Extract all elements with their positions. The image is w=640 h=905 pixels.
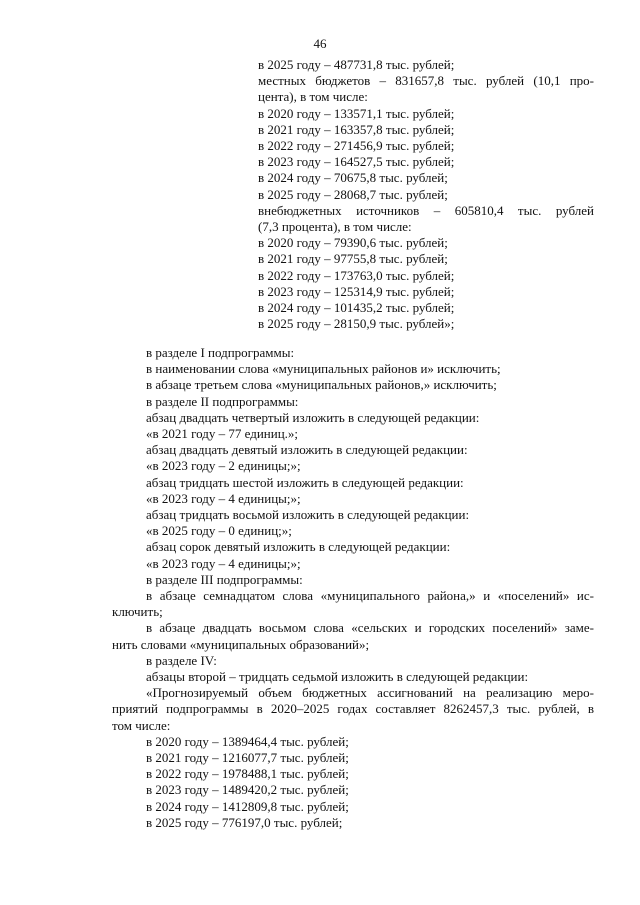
text-line: нить словами «муниципальных образований»; (112, 636, 370, 652)
text-line: в наименовании слова «муниципальных районов и» исключить; (146, 361, 501, 377)
text-line: в 2022 году – 271456,9 тыс. рублей; (258, 138, 455, 154)
text-line: местных бюджетов – 831657,8 тыс. рублей (10,1 про- (258, 73, 594, 89)
text-line: в разделе II подпрограммы: (146, 393, 299, 409)
text-line: в 2023 году – 1489420,2 тыс. рублей; (146, 782, 349, 798)
text-line: в разделе I подпрограммы: (146, 345, 295, 360)
text-line: в 2024 году – 70675,8 тыс. рублей; (258, 170, 448, 186)
text-line: в абзаце третьем слова «муниципальных районов,» исключить; (146, 377, 497, 393)
text-line: приятий подпрограммы в 2020–2025 годах составляет 8262457,3 тыс. рублей, в (112, 701, 594, 717)
text-line: абзац тридцать шестой изложить в следующей редакции: (146, 474, 464, 490)
text-line: ключить; (112, 604, 163, 620)
text-line: «в 2023 году – 4 единицы;»; (146, 490, 301, 506)
text-line: абзацы второй – тридцать седьмой изложить в следующей редакции: (146, 669, 529, 685)
text-line: абзац двадцать девятый изложить в следующей редакции: (146, 442, 468, 458)
text-line: в абзаце двадцать восьмом слова «сельских и городских поселений» заме- (146, 620, 594, 636)
text-line: «в 2025 году – 0 единиц;»; (146, 523, 292, 539)
text-line: в 2022 году – 173763,0 тыс. рублей; (258, 267, 455, 283)
text-line: в 2025 году – 776197,0 тыс. рублей; (146, 814, 343, 830)
text-line: цента), в том числе: (258, 89, 368, 105)
text-line: в 2023 году – 125314,9 тыс. рублей; (258, 283, 455, 299)
text-line: в разделе III подпрограммы: (146, 571, 303, 587)
text-line: «в 2023 году – 4 единицы;»; (146, 555, 301, 571)
funding-continuation-block (258, 57, 594, 332)
text-line: том числе: (112, 717, 171, 733)
text-line: в 2020 году – 79390,6 тыс. рублей; (258, 235, 448, 251)
text-line: в 2024 году – 101435,2 тыс. рублей; (258, 300, 455, 316)
text-line: в 2020 году – 1389464,4 тыс. рублей; (146, 733, 349, 749)
text-line: в 2020 году – 133571,1 тыс. рублей; (258, 105, 455, 121)
text-line: в 2025 году – 28068,7 тыс. рублей; (258, 186, 448, 202)
text-line: абзац двадцать четвертый изложить в следующей редакции: (146, 409, 480, 425)
text-line: в 2021 году – 1216077,7 тыс. рублей; (146, 750, 349, 766)
text-line: абзац тридцать восьмой изложить в следующей редакции: (146, 507, 470, 523)
amendments-block (112, 345, 594, 831)
text-line: «Прогнозируемый объем бюджетных ассигнований на реализацию меро- (146, 685, 594, 701)
text-line: «в 2023 году – 2 единицы;»; (146, 458, 301, 474)
text-line: в 2024 году – 1412809,8 тыс. рублей; (146, 798, 349, 814)
page-number: 46 (313, 36, 327, 51)
text-line: в разделе IV: (146, 652, 217, 668)
text-line: «в 2021 году – 77 единиц.»; (146, 426, 299, 442)
text-line: в абзаце семнадцатом слова «муниципального района,» и «поселений» ис- (146, 588, 594, 604)
text-line: в 2025 году – 28150,9 тыс. рублей»; (258, 316, 455, 332)
text-line: абзац сорок девятый изложить в следующей редакции: (146, 539, 451, 555)
text-line: в 2021 году – 163357,8 тыс. рублей; (258, 121, 455, 137)
text-line: (7,3 процента), в том числе: (258, 219, 412, 235)
text-line: в 2025 году – 487731,8 тыс. рублей; (258, 57, 455, 72)
text-line: в 2022 году – 1978488,1 тыс. рублей; (146, 766, 349, 782)
text-line: внебюджетных источников – 605810,4 тыс. рублей (258, 202, 594, 218)
text-line: в 2023 году – 164527,5 тыс. рублей; (258, 154, 455, 170)
text-line: в 2021 году – 97755,8 тыс. рублей; (258, 251, 448, 267)
